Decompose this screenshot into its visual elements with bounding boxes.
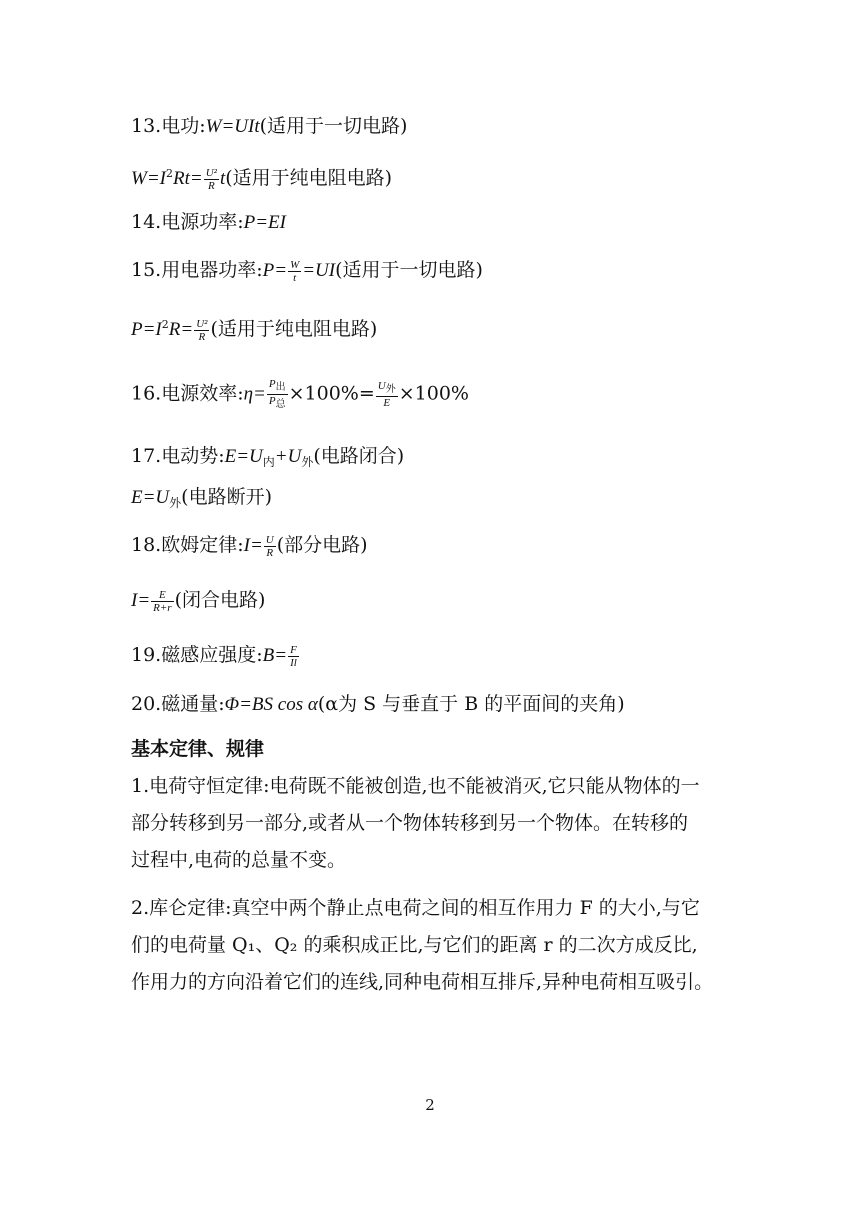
formula-17b: [131, 485, 272, 515]
fraction-numerator: W: [290, 258, 300, 271]
fraction-numerator: [376, 380, 398, 397]
formula-17: [131, 444, 404, 474]
formula-14-label: 14.电源功率:: [131, 211, 244, 233]
formula-18-note: (部分电路): [276, 534, 368, 556]
denominator-symbol: P: [268, 395, 276, 407]
formula-15-pre: P=: [262, 260, 288, 281]
formula-14: [131, 210, 286, 235]
formula-15b-note: (适用于纯电阻电路): [210, 318, 378, 340]
formula-15b-sup: 2: [161, 318, 169, 331]
formula-15b: [131, 313, 377, 343]
formula-16-mid: ×100%=: [288, 382, 375, 405]
fraction-denominator: R: [207, 179, 215, 192]
fraction-numerator: F: [290, 643, 297, 656]
formula-15-note: (适用于一切电路): [335, 259, 483, 281]
fraction-numerator: E: [151, 589, 173, 602]
formula-17b-pre: E=U: [131, 487, 170, 508]
formula-19: [131, 643, 300, 669]
formula-15-fraction: [288, 259, 301, 284]
fraction-denominator: R+r: [153, 601, 172, 614]
formula-17b-note: (电路断开): [181, 486, 272, 508]
formula-15b-fraction: [194, 318, 209, 343]
formula-19-pre: B=: [262, 645, 288, 666]
formula-20-expr: Φ=BS cos α: [224, 694, 318, 715]
law-2: [131, 890, 751, 1001]
fraction-numerator: U: [265, 533, 274, 546]
denominator-subscript: 总: [275, 399, 286, 410]
formula-18-pre: I=: [243, 535, 263, 556]
law-2-line-3: 作用力的方向沿着它们的连线,同种电荷相互排斥,异种电荷相互吸引。: [131, 971, 714, 993]
fraction-denominator: Il: [290, 656, 297, 669]
formula-20-note: (α为 S 与垂直于 B 的平面间的夹角): [317, 693, 625, 715]
formula-13b-note: (适用于纯电阻电路): [225, 167, 393, 189]
formula-20: [131, 692, 625, 717]
formula-15b-pre: P=I: [131, 319, 162, 340]
formula-17-label: 17.电动势:: [131, 445, 225, 467]
formula-17-sub2: 外: [301, 455, 314, 469]
formula-13-note: (适用于一切电路): [259, 115, 408, 137]
formula-17-pre: E=U: [224, 446, 263, 467]
formula-13-label: 13.电功:: [131, 115, 206, 137]
fraction-denominator: R: [198, 330, 206, 343]
law-1-line-1: 1.电荷守恒定律:电荷既不能被创造,也不能被消灭,它只能从物体的一: [131, 775, 700, 797]
fraction-numerator: [267, 378, 288, 395]
formula-17-note: (电路闭合): [313, 445, 405, 467]
fraction-denominator: [267, 395, 288, 411]
formula-18: [131, 533, 368, 559]
law-1: [131, 768, 751, 879]
formula-15b-mid: R=: [168, 319, 194, 340]
formula-13b: [131, 162, 392, 192]
formula-16-post: ×100%: [398, 382, 469, 405]
formula-13b-pre: W=I: [131, 168, 166, 189]
numerator-subscript: 出: [275, 382, 286, 393]
formula-13b-mid: Rt=: [172, 168, 203, 189]
formula-13b-sup: 2: [165, 167, 173, 180]
formula-18b-pre: I=: [131, 590, 151, 611]
law-1-line-3: 过程中,电荷的总量不变。: [131, 849, 347, 871]
law-1-line-2: 部分转移到另一部分,或者从一个物体转移到另一个物体。在转移的: [131, 812, 689, 834]
formula-19-fraction: [288, 644, 299, 669]
formula-16-fraction-1: [267, 378, 288, 411]
formula-15-post: =UI: [302, 260, 336, 281]
formula-17b-sub: 外: [169, 496, 182, 510]
formula-13-expr: W=UIt: [205, 116, 260, 137]
formula-16-fraction-2: [376, 380, 398, 409]
law-2-line-1: 2.库仑定律:真空中两个静止点电荷之间的相互作用力 F 的大小,与它: [131, 897, 700, 919]
formula-20-label: 20.磁通量:: [131, 693, 225, 715]
fraction-denominator: t: [293, 271, 297, 284]
formula-18b-fraction: [151, 589, 173, 614]
fraction-numerator: U²: [196, 317, 208, 330]
formula-13b-fraction: [204, 167, 219, 192]
formula-16: [131, 378, 469, 411]
section-heading: 基本定律、规律: [131, 738, 265, 760]
fraction-denominator: R: [266, 546, 274, 559]
fraction-denominator: E: [383, 397, 391, 409]
formula-17-sub1: 内: [262, 455, 275, 469]
formula-16-label: 16.电源效率:: [131, 382, 244, 405]
fraction-numerator: U²: [205, 166, 217, 179]
formula-19-label: 19.磁感应强度:: [131, 644, 263, 666]
formula-18-label: 18.欧姆定律:: [131, 534, 244, 556]
formula-17-mid: +U: [274, 446, 302, 467]
formula-13: [131, 114, 407, 139]
formula-15-label: 15.用电器功率:: [131, 259, 263, 281]
formula-18b: [131, 588, 265, 614]
formula-18-fraction: [264, 534, 276, 559]
numerator-subscript: 外: [385, 384, 396, 395]
page-number: 2: [425, 1096, 435, 1114]
formula-13b-tail: t: [219, 168, 226, 189]
formula-15: [131, 258, 483, 284]
formula-16-pre: η=: [243, 383, 266, 405]
law-2-line-2: 们的电荷量 Q₁、Q₂ 的乘积成正比,与它们的距离 r 的二次方成反比,: [131, 934, 698, 956]
formula-18b-note: (闭合电路): [174, 589, 266, 611]
numerator-symbol: U: [377, 380, 386, 392]
formula-14-expr: P=EI: [243, 212, 286, 233]
numerator-symbol: P: [268, 378, 276, 390]
